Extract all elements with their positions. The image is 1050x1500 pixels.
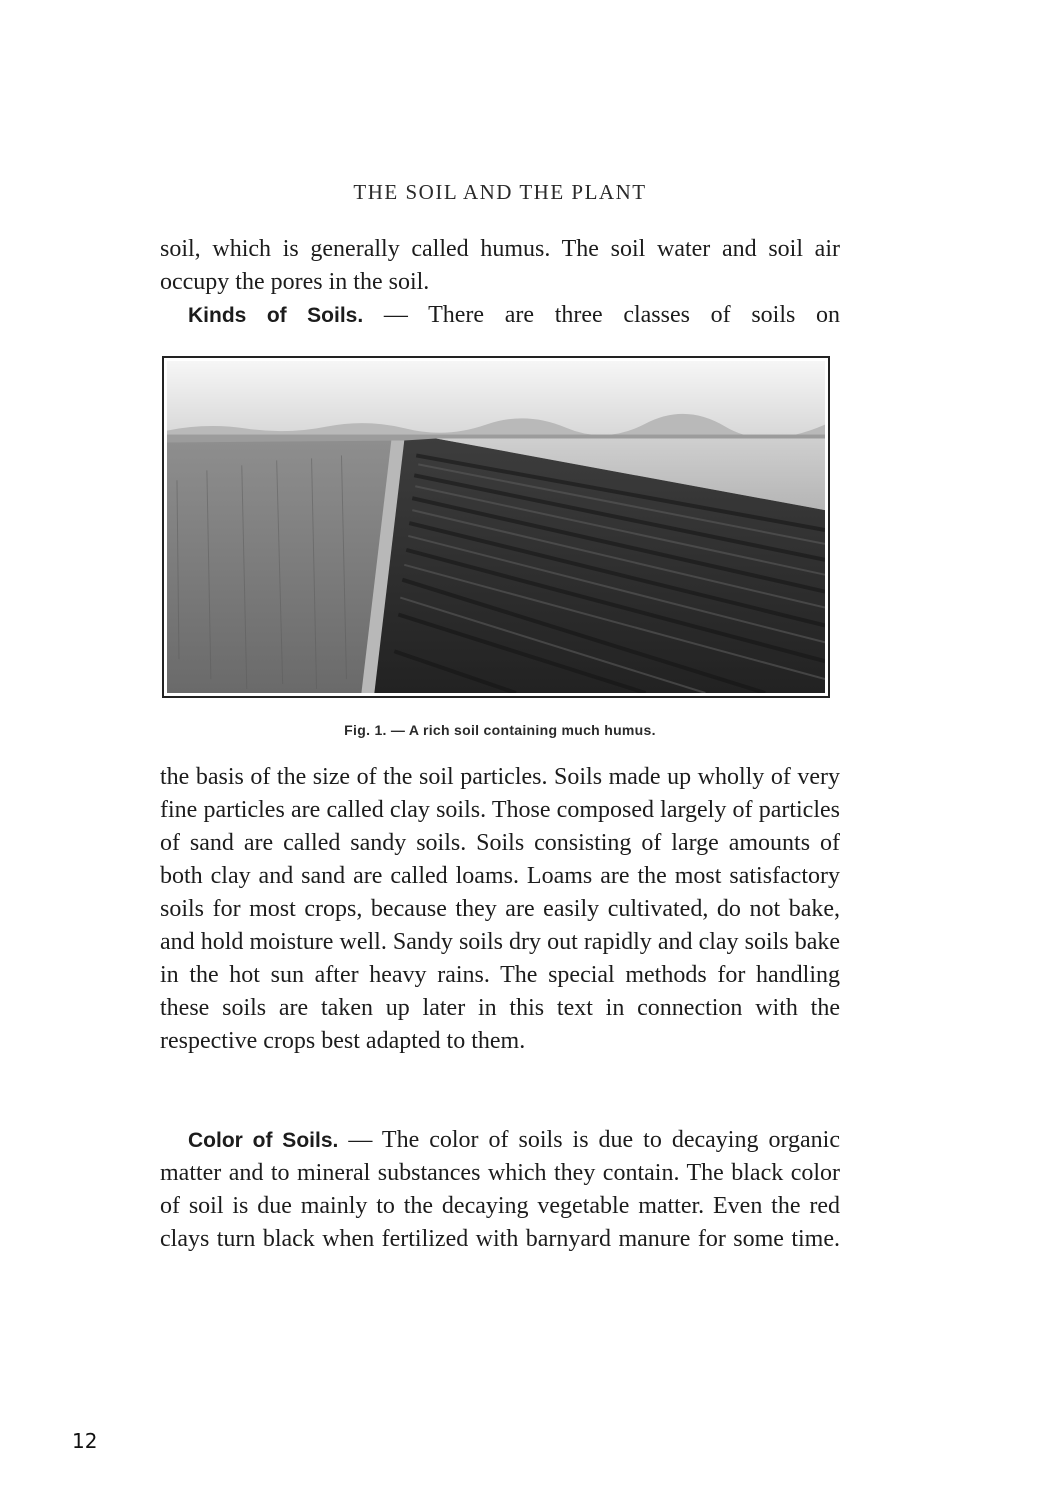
color-of-soils-heading: Color of Soils. — [188, 1129, 339, 1152]
kinds-of-soils-heading: Kinds of Soils. — [188, 304, 364, 327]
running-head: THE SOIL AND THE PLANT — [353, 180, 647, 204]
field-photograph — [167, 361, 825, 693]
kinds-of-soils-text: — There are three classes of soils on — [363, 302, 840, 328]
color-of-soils-text: — The color of soils is due to decaying organic matter and to mineral substances which they contain. The black color of soil is due mainly to the decaying vegetable matter. Even the red clays turn black when fertilized with barnyard manure for some time. — [160, 1127, 841, 1252]
paragraph-3: the basis of the size of the soil particles. Soils made up wholly of very fine particles are called clay soils. Those composed largely of particles of sand are called sandy soils. Soils consisting of large amounts of both clay and sand are called loams. Loams are the most satisfactory soils for most crops, because they are easily cultivated, do not bake, and hold moisture well. Sandy soils dry out rapidly and clay soils bake in the hot sun after heavy rains. The special methods for handling these soils are taken up later in this text in connection with the respective crops best adapted to them. — [160, 764, 840, 1054]
paragraph-color-of-soils — [160, 1124, 840, 1256]
page-number: 12 — [72, 1429, 98, 1453]
figure-1 — [162, 356, 830, 698]
paragraph-1: soil, which is generally called humus. The soil water and soil air occupy the pores in the soil. — [160, 236, 840, 295]
paragraph-kinds-of-soils — [160, 299, 840, 332]
figure-caption: Fig. 1. — A rich soil containing much humus. — [344, 722, 656, 738]
